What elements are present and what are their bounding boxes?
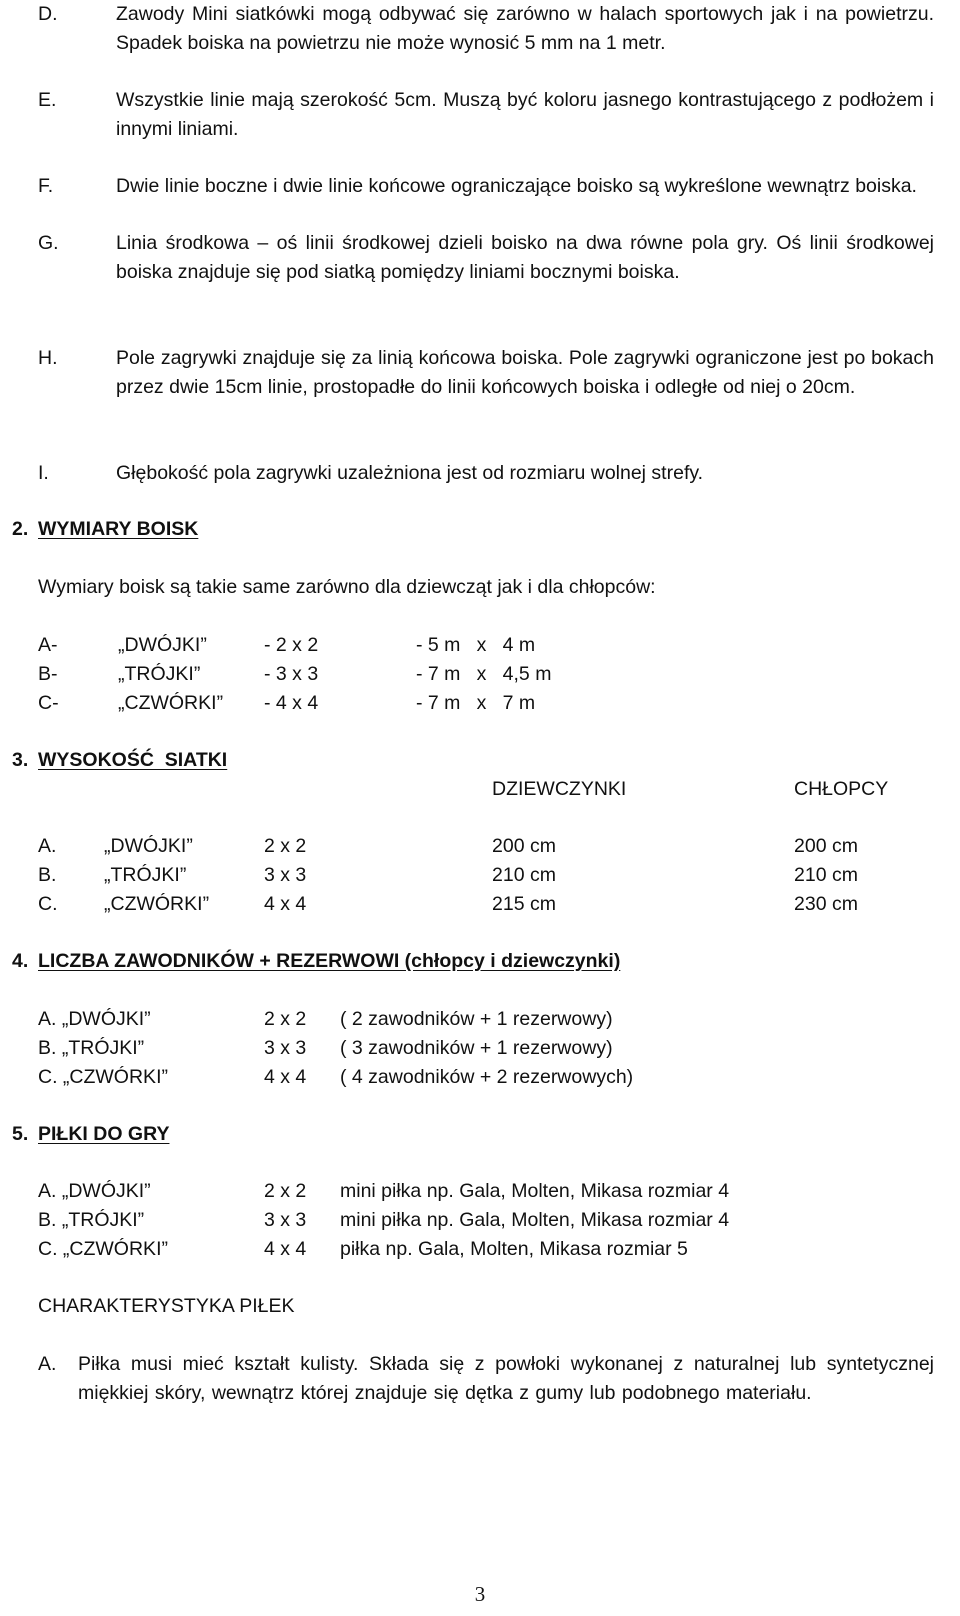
page-number: 3: [474, 1582, 486, 1606]
row-category: B. „TRÓJKI”: [38, 1209, 145, 1231]
row-format: 3 x 3: [264, 1209, 307, 1231]
table-row: [0, 1177, 960, 1206]
rule-text-i: Głębokość pola zagrywki uzależniona jest od rozmiaru wolnej strefy.: [116, 462, 704, 484]
row-boys-height: 230 cm: [794, 893, 858, 915]
section-number: 4.: [12, 950, 29, 972]
row-letter: C.: [38, 893, 58, 915]
row-category: C. „CZWÓRKI”: [38, 1066, 168, 1088]
row-ball: mini piłka np. Gala, Molten, Mikasa rozmiar 4: [340, 1209, 730, 1231]
row-category: „DWÓJKI”: [118, 634, 207, 656]
row-letter: B-: [38, 663, 58, 685]
rule-letter-i: I.: [38, 462, 49, 484]
rule-letter-e: E.: [38, 89, 57, 111]
rule-letter-d: D.: [38, 3, 58, 25]
row-category: „TRÓJKI”: [104, 864, 187, 886]
table-row: [0, 660, 960, 689]
rule-text-e: Wszystkie linie mają szerokość 5cm. Muszą być koloru jasnego kontrastującego z podłożem i innymi liniami.: [116, 89, 934, 140]
table-row: [0, 689, 960, 718]
char-item-text: Piłka musi mieć kształt kulisty. Składa się z powłoki wykonanej z naturalnej lub syntetycznej miękkiej skóry, wewnątrz której znajduje się dętka z gumy lub podobnego materiału.: [78, 1353, 934, 1404]
row-boys-height: 200 cm: [794, 835, 858, 857]
row-category: A. „DWÓJKI”: [38, 1008, 151, 1030]
row-ball: piłka np. Gala, Molten, Mikasa rozmiar 5: [340, 1238, 688, 1260]
row-format: 3 x 3: [264, 1037, 307, 1059]
section-title: LICZBA ZAWODNIKÓW + REZERWOWI (chłopcy i dziewczynki): [38, 950, 621, 972]
rule-text-g: Linia środkowa – oś linii środkowej dzieli boisko na dwa równe pola gry. Oś linii środkowej boiska znajduje się pod siatką pomiędzy liniami bocznymi boiska.: [116, 232, 934, 283]
table-row: [0, 1005, 960, 1034]
char-item-letter: A.: [38, 1353, 57, 1375]
rule-text-h: Pole zagrywki znajduje się za linią końcowa boiska. Pole zagrywki ograniczone jest po bokach przez dwie 15cm linie, prostopadłe do linii końcowych boiska i odległe od niej o 20cm.: [116, 347, 934, 398]
section-number: 2.: [12, 518, 29, 540]
section-title: WYMIARY BOISK: [38, 518, 199, 540]
row-letter: B.: [38, 864, 57, 886]
row-format: 2 x 2: [264, 835, 307, 857]
row-girls-height: 210 cm: [492, 864, 556, 886]
row-category: „DWÓJKI”: [104, 835, 193, 857]
rule-letter-h: H.: [38, 347, 58, 369]
table-row: [0, 890, 960, 919]
table-row: [0, 1034, 960, 1063]
section-number: 3.: [12, 749, 29, 771]
row-letter: A.: [38, 835, 57, 857]
row-ball: mini piłka np. Gala, Molten, Mikasa rozmiar 4: [340, 1180, 730, 1202]
table-row: [0, 861, 960, 890]
section-intro: Wymiary boisk są takie same zarówno dla dziewcząt jak i dla chłopców:: [38, 576, 656, 598]
row-category: A. „DWÓJKI”: [38, 1180, 151, 1202]
row-dimensions: - 5 m x 4 m: [416, 634, 536, 656]
row-dimensions: - 7 m x 4,5 m: [416, 663, 552, 685]
row-format: - 4 x 4: [264, 692, 319, 714]
rule-text-f: Dwie linie boczne i dwie linie końcowe ograniczające boisko są wykreślone wewnątrz boiska.: [116, 175, 917, 197]
row-boys-height: 210 cm: [794, 864, 858, 886]
rule-text-d: Zawody Mini siatkówki mogą odbywać się zarówno w halach sportowych jak i na powietrzu. Spadek boiska na powietrzu nie może wynosić 5 mm na 1 metr.: [116, 3, 934, 54]
column-header-girls: DZIEWCZYNKI: [492, 778, 627, 800]
row-dimensions: - 7 m x 7 m: [416, 692, 536, 714]
row-category: B. „TRÓJKI”: [38, 1037, 145, 1059]
section-title: PIŁKI DO GRY: [38, 1123, 170, 1145]
row-format: - 2 x 2: [264, 634, 319, 656]
section-number: 5.: [12, 1123, 29, 1145]
subheading-ball-characteristics: CHARAKTERYSTYKA PIŁEK: [38, 1295, 295, 1317]
row-format: 4 x 4: [264, 1066, 307, 1088]
row-girls-height: 215 cm: [492, 893, 556, 915]
row-format: 4 x 4: [264, 1238, 307, 1260]
column-header-boys: CHŁOPCY: [794, 778, 889, 800]
row-players: ( 4 zawodników + 2 rezerwowych): [340, 1066, 634, 1088]
row-players: ( 2 zawodników + 1 rezerwowy): [340, 1008, 613, 1030]
row-category: „CZWÓRKI”: [118, 692, 224, 714]
row-format: 2 x 2: [264, 1180, 307, 1202]
row-format: - 3 x 3: [264, 663, 319, 685]
table-row: [0, 1235, 960, 1264]
row-category: C. „CZWÓRKI”: [38, 1238, 168, 1260]
row-format: 4 x 4: [264, 893, 307, 915]
table-row: [0, 631, 960, 660]
row-players: ( 3 zawodników + 1 rezerwowy): [340, 1037, 613, 1059]
rule-letter-g: G.: [38, 232, 59, 254]
table-row: [0, 832, 960, 861]
row-letter: A-: [38, 634, 58, 656]
row-girls-height: 200 cm: [492, 835, 556, 857]
rule-letter-f: F.: [38, 175, 54, 197]
row-format: 2 x 2: [264, 1008, 307, 1030]
row-category: „CZWÓRKI”: [104, 893, 210, 915]
table-row: [0, 1206, 960, 1235]
row-format: 3 x 3: [264, 864, 307, 886]
section-title: WYSOKOŚĆ SIATKI: [38, 749, 228, 771]
row-category: „TRÓJKI”: [118, 663, 201, 685]
row-letter: C-: [38, 692, 59, 714]
table-row: [0, 1063, 960, 1092]
